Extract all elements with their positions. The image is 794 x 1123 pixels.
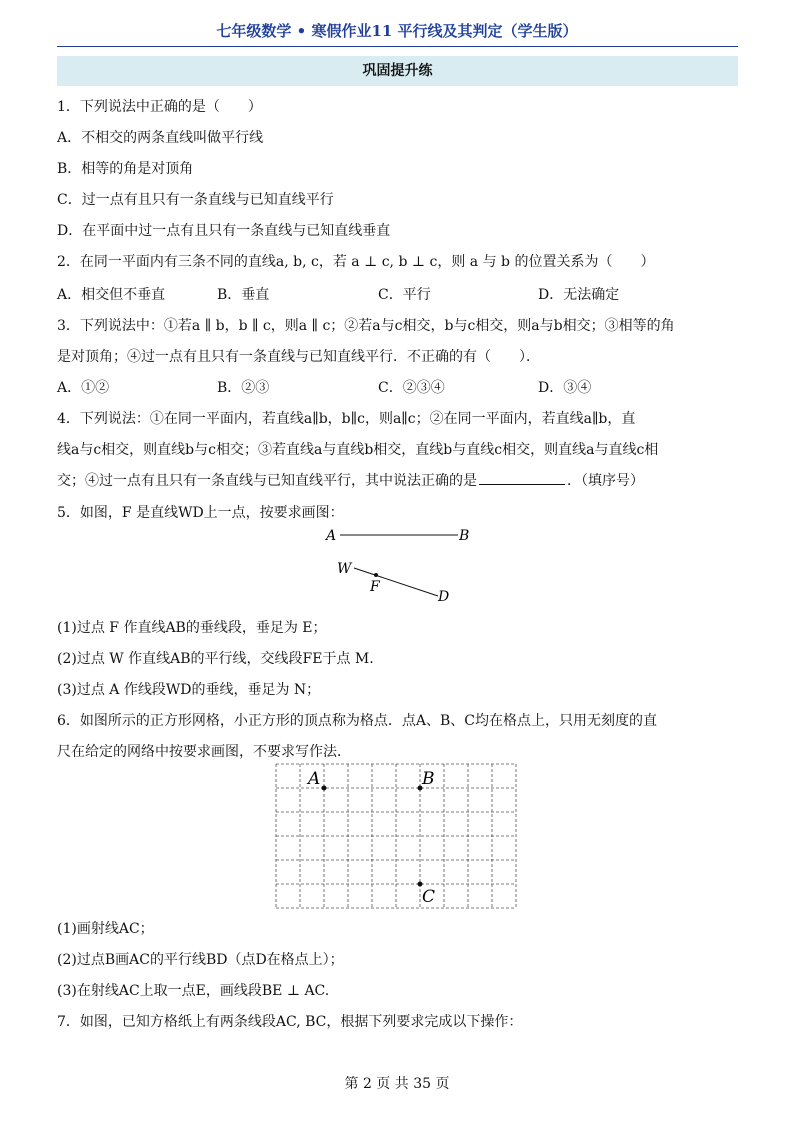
q3-option-c: C．②③④ <box>378 380 445 396</box>
q2-stem: 2．在同一平面内有三条不同的直线a, b, c，若 a ⊥ c, b ⊥ c，则 a 与 b 的位置关系为（ ） <box>57 254 655 270</box>
page-footer: 第 2 页 共 35 页 <box>344 1076 450 1092</box>
q6-grid-figure <box>270 760 522 912</box>
q3-option-b: B．②③ <box>217 380 270 396</box>
label-a: A <box>308 769 321 789</box>
q6-line-2: 尺在给定的网络中按要求画图，不要求写作法． <box>57 744 351 760</box>
q4-line-1: 4．下列说法：①在同一平面内，若直线a∥b，b∥c，则a∥c；②在同一平面内，若直线a∥b，直 <box>57 411 636 427</box>
q4-line-3-suffix: ．（填序号） <box>567 473 644 489</box>
q4-line-2: 线a与c相交，则直线b与c相交；③若直线a与直线b相交，直线b与直线c相交，则直线a与直线c相 <box>57 442 659 458</box>
q1-option-b: B．相等的角是对顶角 <box>57 161 194 177</box>
label-b: B <box>459 528 470 544</box>
label-b: B <box>422 769 435 789</box>
answer-blank[interactable] <box>479 471 565 485</box>
q6-step-3: (3)在射线AC上取一点E，画线段BE ⊥ AC. <box>57 983 330 999</box>
q6-step-2: (2)过点B画AC的平行线BD（点D在格点上）； <box>57 952 344 968</box>
q3-option-a: A．①② <box>57 380 110 396</box>
q4-line-3-text: 交；④过一点有且只有一条直线与已知直线平行，其中说法正确的是 <box>57 473 477 489</box>
q2-option-a: A．相交但不垂直 <box>57 287 166 303</box>
q3-option-d: D．③④ <box>538 380 592 396</box>
q3-line-1: 3．下列说法中：①若a ∥ b，b ∥ c，则a ∥ c；②若a与c相交，b与c相交，则a与b相交；③相等的角 <box>57 318 675 334</box>
q6-line-1: 6．如图所示的正方形网格，小正方形的顶点称为格点．点A、B、C均在格点上，只用无刻度的直 <box>57 713 658 729</box>
point-f <box>374 573 378 577</box>
q3-line-2: 是对顶角；④过一点有且只有一条直线与已知直线平行．不正确的有（ ）． <box>57 349 540 365</box>
q1-option-a: A．不相交的两条直线叫做平行线 <box>57 130 264 146</box>
point-a <box>322 786 327 791</box>
header-divider <box>57 46 738 47</box>
q6-step-1: (1)画射线AC； <box>57 921 154 937</box>
q5-step-3: (3)过点 A 作线段WD的垂线，垂足为 N； <box>57 682 321 698</box>
q2-option-b: B．垂直 <box>217 287 270 303</box>
q5-step-2: (2)过点 W 作直线AB的平行线，交线段FE于点 M. <box>57 651 374 667</box>
label-a: A <box>326 528 337 544</box>
q1-option-c: C．过一点有且只有一条直线与已知直线平行 <box>57 192 334 208</box>
q5-step-1: (1)过点 F 作直线AB的垂线段，垂足为 E； <box>57 620 327 636</box>
label-f: F <box>370 579 380 595</box>
q2-option-c: C．平行 <box>378 287 431 303</box>
q7-stem: 7．如图，已知方格纸上有两条线段AC, BC，根据下列要求完成以下操作： <box>57 1014 523 1030</box>
q4-line-3 <box>57 470 644 490</box>
page-header-title: 七年级数学 • 寒假作业11 平行线及其判定（学生版） <box>216 22 578 40</box>
point-c <box>418 882 423 887</box>
line-wd <box>354 568 438 596</box>
label-w: W <box>337 561 352 577</box>
label-c: C <box>422 887 436 907</box>
q1-stem: 1．下列说法中正确的是（ ） <box>57 99 262 115</box>
q5-figure <box>320 524 480 606</box>
q1-option-d: D．在平面中过一点有且只有一条直线与已知直线垂直 <box>57 223 391 239</box>
section-title: 巩固提升练 <box>57 56 738 86</box>
label-d: D <box>438 589 450 605</box>
q5-stem: 5．如图，F 是直线WD上一点，按要求画图： <box>57 505 344 521</box>
q2-option-d: D．无法确定 <box>538 287 620 303</box>
